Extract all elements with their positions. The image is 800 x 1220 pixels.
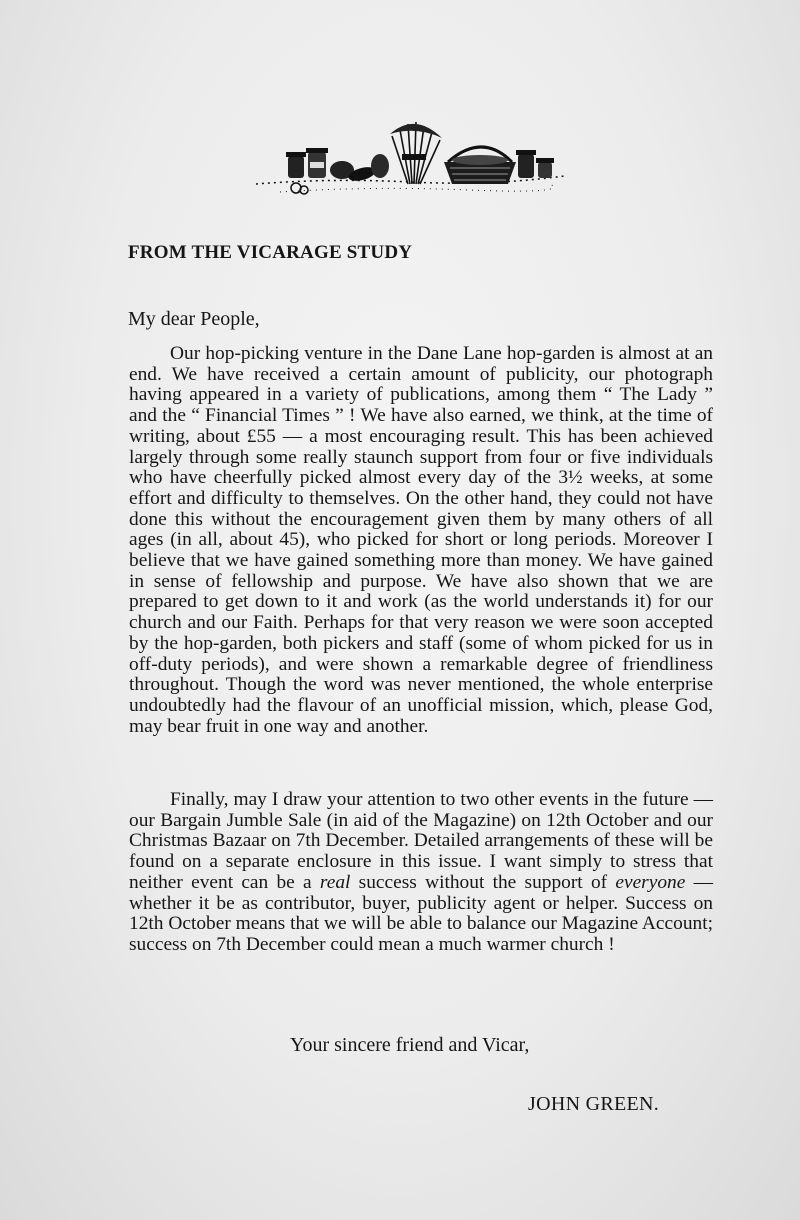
emphasis-everyone: everyone	[615, 871, 686, 893]
salutation: My dear People,	[128, 308, 260, 330]
paragraph-2-part-1: Finally, may I draw your attention to two other events in the future — our Bargain Jumble Sale (in aid of the Magazine) on 12th October and our Christmas Bazaar on 7th December. Detailed arrangements of these will be found on a separate enclosure in this issue. I want simply to stress that neither event can be a	[129, 789, 713, 893]
emphasis-real: real	[319, 871, 351, 893]
paragraph-2-part-2: success without the support of	[350, 871, 616, 893]
harvest-vignette-icon	[250, 112, 570, 204]
page-heading: FROM THE VICARAGE STUDY	[128, 242, 413, 263]
closing-line: Your sincere friend and Vicar,	[290, 1034, 530, 1056]
signature: JOHN GREEN.	[528, 1093, 660, 1115]
paragraph-2-part-3: — whether it be as contributor, buyer, publicity agent or helper. Success on 12th October means that we will be able to balance our Magazine Account; success on 7th December could mean a much warmer church !	[129, 871, 713, 955]
body-paragraph-2	[129, 790, 713, 956]
body-paragraph-1: Our hop-picking venture in the Dane Lane hop-garden is almost at an end. We have received a certain amount of publicity, our photograph having appeared in a variety of publications, among them “ The Lady ” and the “ Financial Times ” ! We have also earned, we think, at the time of writing, about £55 — a most encouraging result. This has been achieved largely through some really staunch support from four or five individuals who have cheerfully picked almost every day of the 3½ weeks, at some effort and difficulty to themselves. On the other hand, they could not have done this without the encouragement given them by many others of all ages (in all, about 45), who picked for short or long periods. Moreover I believe that we have gained something more than money. We have gained in sense of fellowship and purpose. We have also shown that we are prepared to get down to it and work (as the world understands it) for our church and our Faith. Perhaps for that very reason we were soon accepted by the hop-garden, both pickers and staff (some of whom picked for us in off-duty periods), and were shown a remarkable degree of friendliness throughout. Though the word was never mentioned, the whole enterprise undoubtedly had the flavour of an unofficial mission, which, please God, may bear fruit in one way and another.	[129, 343, 713, 737]
